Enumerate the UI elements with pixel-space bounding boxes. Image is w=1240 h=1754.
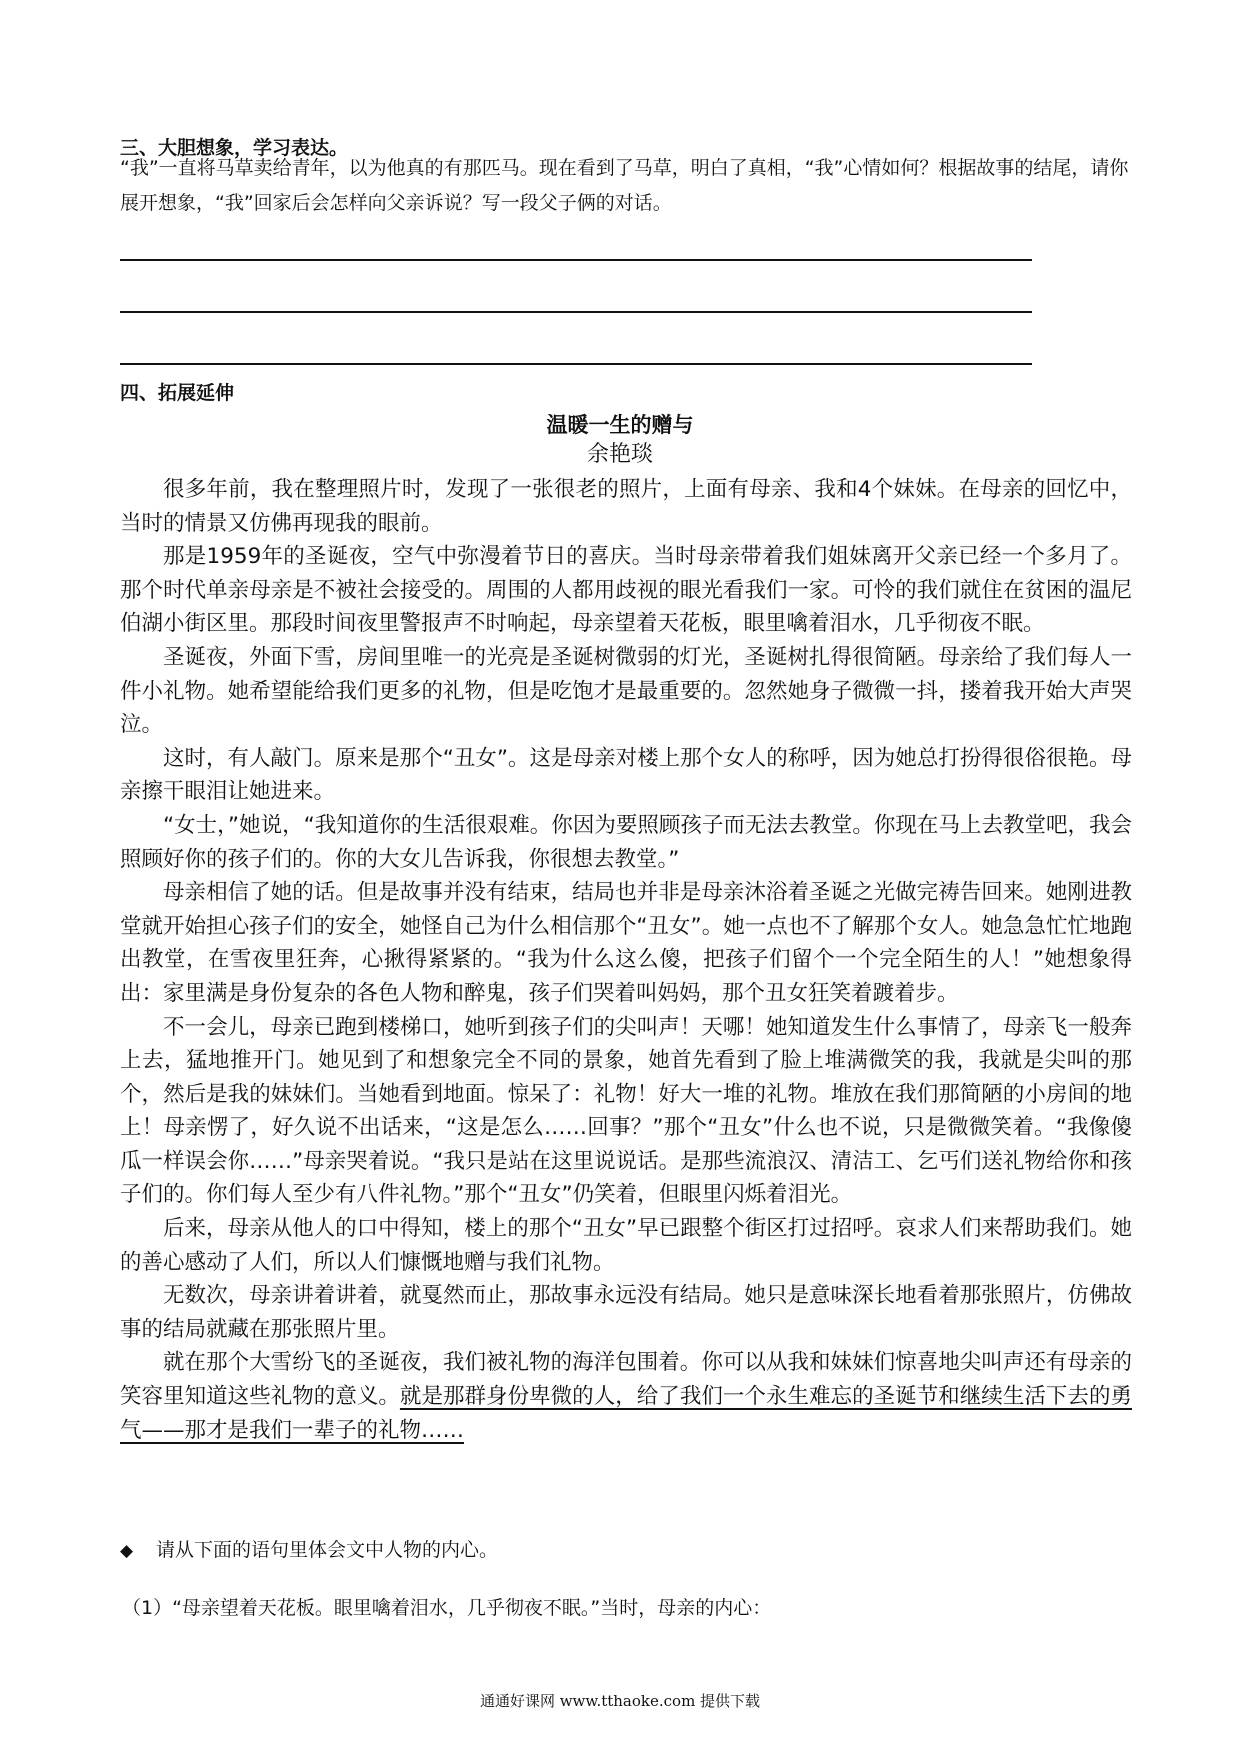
- section-3-heading: 三、大胆想象，学习表达。: [120, 137, 349, 159]
- diamond-bullet-icon: ◆: [120, 1541, 134, 1561]
- answer-line-2[interactable]: [120, 311, 1032, 313]
- article-paragraph-4: 这时，有人敲门。原来是那个“丑女”。这是母亲对楼上那个女人的称呼，因为她总打扮得很俗很艳。母亲擦干眼泪让她进来。: [120, 745, 1132, 805]
- article-paragraph-8: 后来，母亲从他人的口中得知，楼上的那个“丑女”早已跟整个街区打过招呼。哀求人们来帮助我们。她的善心感动了人们，所以人们慷慨地赠与我们礼物。: [120, 1216, 1132, 1275]
- exercise-question-1: （1）“母亲望着天花板。眼里噙着泪水，几乎彻夜不眠。”当时，母亲的内心：: [122, 1597, 772, 1619]
- exercise-instruction-row: [120, 1536, 498, 1565]
- article-paragraph-1: 很多年前，我在整理照片时，发现了一张很老的照片，上面有母亲、我和4个妹妹。在母亲的回忆中，当时的情景又仿佛再现我的眼前。: [120, 477, 1132, 536]
- article-paragraph-10-underlined: 就是那群身份卑微的人，给了我们一个永生难忘的圣诞节和继续生活下去的勇气——那才是我们一辈子的礼物……: [120, 1384, 1132, 1443]
- exercise-instruction: 请从下面的语句里体会文中人物的内心。: [156, 1539, 499, 1561]
- article-paragraph-10-plain: 就在那个大雪纷飞的圣诞夜，我们被礼物的海洋包围着。你可以从我和妹妹们惊喜地尖叫声还有母亲的笑容里知道这些礼物的意义。: [120, 1350, 1132, 1410]
- article-paragraph-2: 那是1959年的圣诞夜，空气中弥漫着节日的喜庆。当时母亲带着我们姐妹离开父亲已经一个多月了。那个时代单亲母亲是不被社会接受的。周围的人都用歧视的眼光看我们一家。可怜的我们就住在贫困的温尼伯湖小街区里。那段时间夜里警报声不时响起，母亲望着天花板，眼里噙着泪水，几乎彻夜不眠。: [120, 544, 1132, 637]
- answer-line-1[interactable]: [120, 259, 1032, 261]
- section-4-heading: 四、拓展延伸: [120, 382, 235, 404]
- article-paragraph-3: 圣诞夜，外面下雪，房间里唯一的光亮是圣诞树微弱的灯光，圣诞树扎得很简陋。母亲给了我们每人一件小礼物。她希望能给我们更多的礼物，但是吃饱才是最重要的。忽然她身子微微一抖，搂着我开始大声哭泣。: [120, 644, 1132, 738]
- article-paragraph-6: 母亲相信了她的话。但是故事并没有结束，结局也并非是母亲沐浴着圣诞之光做完祷告回来。她刚进教堂就开始担心孩子们的安全，她怪自己为什么相信那个“丑女”。她一点也不了解那个女人。她急急忙忙地跑出教堂，在雪夜里狂奔，心揪得紧紧的。“我为什么这么傻，把孩子们留个一个完全陌生的人！”她想象得出：家里满是身份复杂的各色人物和醉鬼，孩子们哭着叫妈妈，那个丑女狂笑着踱着步。: [120, 880, 1132, 1006]
- section-3-prompt: “我”一直将马草卖给青年，以为他真的有那匹马。现在看到了马草，明白了真相，“我”心情如何？根据故事的结尾，请你展开想象，“我”回家后会怎样向父亲诉说？写一段父子俩的对话。: [120, 157, 1129, 214]
- article-paragraph-7: 不一会儿，母亲已跑到楼梯口，她听到孩子们的尖叫声！天哪！她知道发生什么事情了，母亲飞一般奔上去，猛地推开门。她见到了和想象完全不同的景象，她首先看到了脸上堆满微笑的我，我就是尖叫的那个，然后是我的妹妹们。当她看到地面。惊呆了：礼物！好大一堆的礼物。堆放在我们那简陋的小房间的地上！母亲愣了，好久说不出话来，“这是怎么……回事？”那个“丑女”什么也不说，只是微微笑着。“我像傻瓜一样误会你……”母亲哭着说。“我只是站在这里说说话。是那些流浪汉、清洁工、乞丐们送礼物给你和孩子们的。你们每人至少有八件礼物。”那个“丑女”仍笑着，但眼里闪烁着泪光。: [120, 1014, 1132, 1208]
- article-paragraph-10: [120, 1346, 1132, 1447]
- article-body: [120, 473, 1132, 1447]
- article-paragraph-9: 无数次，母亲讲着讲着，就戛然而止，那故事永远没有结局。她只是意味深长地看着那张照片，仿佛故事的结局就藏在那张照片里。: [120, 1283, 1132, 1342]
- article-title: 温暖一生的赠与: [546, 413, 694, 437]
- article-author: 余艳琰: [586, 442, 653, 467]
- footer-credit: 通通好课网 www.tthaoke.com 提供下载: [479, 1692, 761, 1710]
- article-paragraph-5: “女士，”她说，“我知道你的生活很艰难。你因为要照顾孩子而无法去教堂。你现在马上去教堂吧，我会照顾好你的孩子们的。你的大女儿告诉我，你很想去教堂。”: [120, 812, 1132, 872]
- answer-line-3[interactable]: [120, 363, 1032, 365]
